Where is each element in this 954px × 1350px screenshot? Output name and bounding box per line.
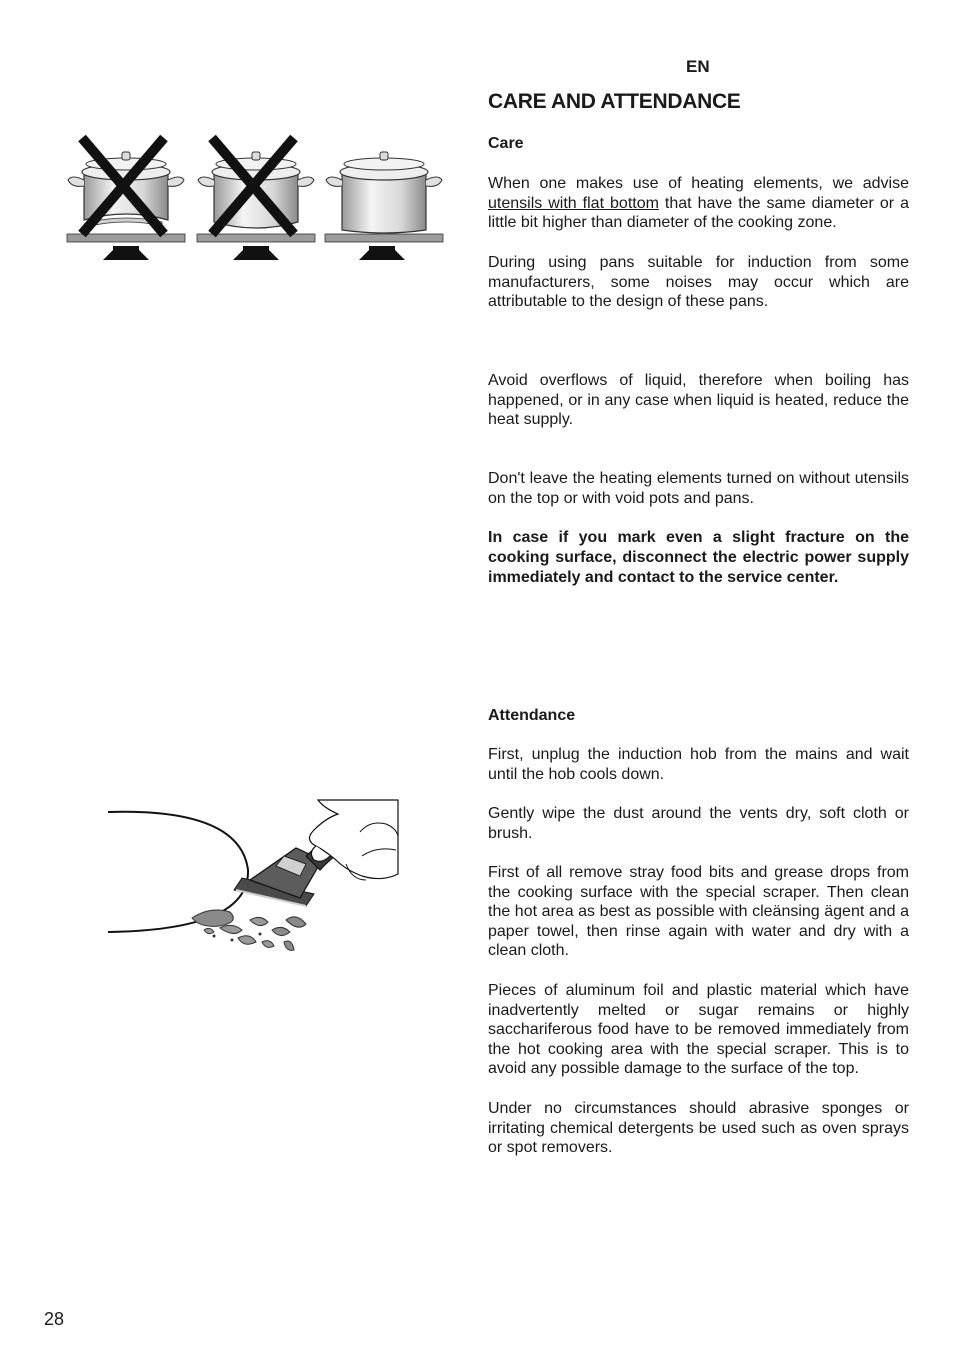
pot-flat-bottom-icon: [325, 152, 443, 260]
attendance-heading: Attendance: [488, 707, 576, 724]
care-paragraph-2: [488, 253, 909, 312]
attendance-paragraph-3: [488, 863, 909, 961]
care-heading: Care: [488, 135, 524, 152]
attendance-p2-text: Gently wipe the dust around the vents dry, soft cloth or brush.: [488, 805, 909, 842]
care-p1-underlined: utensils with flat bottom: [488, 194, 659, 212]
care-p1-end: that have the same diameter or a little bit higher than diameter of the cooking zone.: [488, 194, 909, 232]
care-p2-text: During using pans suitable for induction from some manufacturers, some noises may occur which are attributable to the design of these pans.: [488, 254, 909, 311]
pot-concave-bottom-icon: [67, 138, 185, 260]
scraper-figure: [100, 790, 410, 965]
care-p4-text: Don't leave the heating elements turned on without utensils on the top or with void pots and pans.: [488, 470, 909, 507]
attendance-paragraph-4: [488, 981, 909, 1079]
scraper-hand-icon: [108, 800, 398, 950]
attendance-section: [488, 706, 909, 726]
pots-figure: [60, 130, 450, 266]
care-section: [488, 134, 909, 154]
attendance-p3-text: First of all remove stray food bits and grease drops from the cooking surface with the special scraper. Then clean the hot area as best as possible with cleänsing ägent and a paper towel, then rinse again with water and dry with a clean cloth.: [488, 864, 909, 960]
attendance-paragraph-5: [488, 1099, 909, 1158]
attendance-p1-text: First, unplug the induction hob from the mains and wait until the hob cools down.: [488, 746, 909, 783]
care-p3-text: Avoid overflows of liquid, therefore when boiling has happened, or in any case when liquid is heated, reduce the heat supply.: [488, 372, 909, 429]
attendance-p4-text: Pieces of aluminum foil and plastic material which have inadvertently melted or sugar remains or highly sacchariferous food have to be removed immediately from the hot cooking area with the special scraper. This is to avoid any possible damage to the surface of the top.: [488, 982, 909, 1078]
attendance-paragraph-2: [488, 804, 909, 843]
care-warning: [488, 528, 909, 588]
language-label: EN: [686, 57, 710, 76]
care-paragraph-3: [488, 371, 909, 430]
care-p1-start: When one makes use of heating elements, we advise: [488, 175, 909, 192]
pot-convex-bottom-icon: [197, 138, 315, 260]
care-paragraph-4: [488, 469, 909, 508]
attendance-p5-text: Under no circumstances should abrasive sponges or irritating chemical detergents be used such as oven sprays or spot removers.: [488, 1100, 909, 1157]
care-warning-text: In case if you mark even a slight fracture on the cooking surface, disconnect the electric power supply immediately and contact to the service center.: [488, 529, 909, 586]
care-paragraph-1: [488, 174, 909, 233]
attendance-paragraph-1: [488, 745, 909, 784]
page-number: 28: [44, 1309, 65, 1329]
page-title: CARE AND ATTENDANCE: [488, 90, 741, 113]
